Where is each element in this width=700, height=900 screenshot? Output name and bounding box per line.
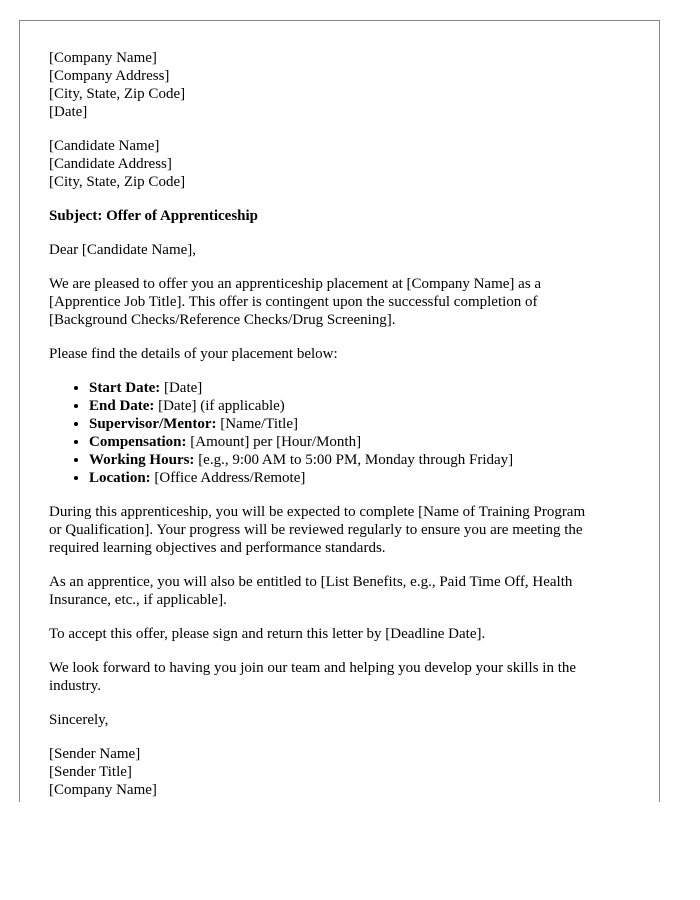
sender-title: [Sender Title] (49, 764, 132, 780)
salutation: Dear [Candidate Name], (49, 242, 197, 258)
closing-paragraph (49, 659, 629, 695)
detail-working-hours (89, 451, 629, 469)
sender-address-block (49, 49, 629, 121)
detail-label: End Date: (89, 398, 155, 414)
training-paragraph (49, 503, 629, 557)
accept-paragraph: To accept this offer, please sign and return this letter by [Deadline Date]. (49, 626, 486, 642)
detail-location (89, 469, 629, 487)
details-intro: Please find the details of your placement below: (49, 346, 338, 362)
detail-value: [Office Address/Remote] (150, 470, 306, 486)
detail-value: [Name/Title] (216, 416, 299, 432)
detail-label: Location: (89, 470, 151, 486)
detail-label: Supervisor/Mentor: (89, 416, 217, 432)
recipient-name: [Candidate Name] (49, 138, 160, 154)
intro-line-3: [Background Checks/Reference Checks/Drug Screening]. (49, 312, 396, 328)
letter-content (49, 49, 629, 799)
letter-page (19, 20, 660, 802)
letter-subject: Subject: Offer of Apprenticeship (49, 208, 259, 224)
training-line-1: During this apprenticeship, you will be expected to complete [Name of Training Program (49, 504, 586, 520)
sender-name: [Sender Name] (49, 746, 141, 762)
detail-value: [e.g., 9:00 AM to 5:00 PM, Monday through Friday] (194, 452, 514, 468)
detail-value: [Date] (if applicable) (154, 398, 285, 414)
sender-city-state-zip: [City, State, Zip Code] (49, 86, 186, 102)
placement-details-list (49, 379, 629, 487)
signature-block (49, 745, 629, 799)
detail-start-date (89, 379, 629, 397)
detail-label: Working Hours: (89, 452, 195, 468)
intro-paragraph (49, 275, 629, 329)
recipient-city-state-zip: [City, State, Zip Code] (49, 174, 186, 190)
detail-label: Compensation: (89, 434, 187, 450)
sender-company-name: [Company Name] (49, 50, 157, 66)
recipient-address: [Candidate Address] (49, 156, 172, 172)
intro-line-2: [Apprentice Job Title]. This offer is contingent upon the successful completion of (49, 294, 538, 310)
detail-value: [Amount] per [Hour/Month] (186, 434, 362, 450)
detail-label: Start Date: (89, 380, 161, 396)
detail-compensation (89, 433, 629, 451)
benefits-line-1: As an apprentice, you will also be entitled to [List Benefits, e.g., Paid Time Off, Health (49, 574, 573, 590)
recipient-address-block (49, 137, 629, 191)
training-line-3: required learning objectives and performance standards. (49, 540, 386, 556)
training-line-2: or Qualification]. Your progress will be reviewed regularly to ensure you are meeting the (49, 522, 583, 538)
sign-off: Sincerely, (49, 712, 109, 728)
benefits-paragraph (49, 573, 629, 609)
detail-end-date (89, 397, 629, 415)
signature-company-name: [Company Name] (49, 782, 157, 798)
detail-value: [Date] (160, 380, 203, 396)
intro-line-1: We are pleased to offer you an apprenticeship placement at [Company Name] as a (49, 276, 542, 292)
sender-company-address: [Company Address] (49, 68, 170, 84)
closing-line-1: We look forward to having you join our team and helping you develop your skills in the (49, 660, 577, 676)
benefits-line-2: Insurance, etc., if applicable]. (49, 592, 227, 608)
letter-date: [Date] (49, 104, 88, 120)
detail-supervisor (89, 415, 629, 433)
closing-line-2: industry. (49, 678, 101, 694)
